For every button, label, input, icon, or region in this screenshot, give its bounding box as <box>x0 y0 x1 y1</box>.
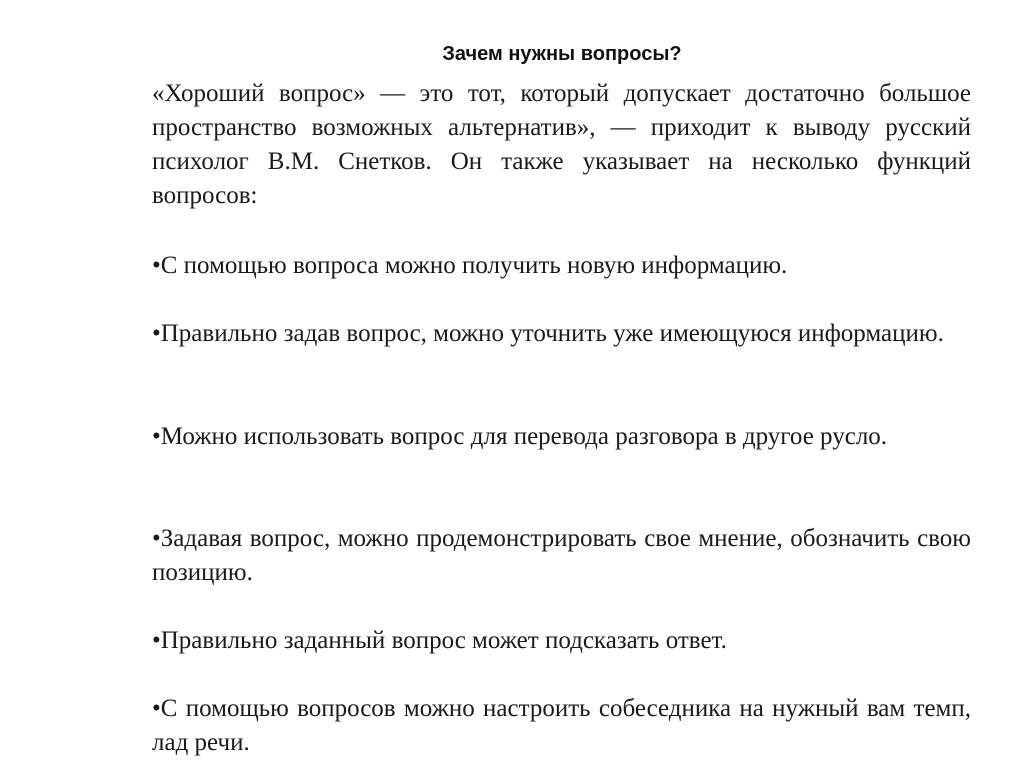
bullet-item: •Правильно заданный вопрос может подсказать ответ. <box>152 627 727 654</box>
bullet-item: •Правильно задав вопрос, можно уточнить уже имеющуюся информацию. <box>152 320 944 347</box>
intro-paragraph: «Хороший вопрос» — это тот, который допускает достаточно большое пространство возможных альтернатив», — приходит к выводу русский психолог В.М. Снетков. Он также указывает на несколько функций вопросов: <box>152 80 971 209</box>
bullet-item: •С помощью вопроса можно получить новую информацию. <box>152 252 788 279</box>
bullet-item: •С помощью вопросов можно настроить собеседника на нужный вам темп, лад речи. <box>152 695 971 756</box>
bullet-item: •Можно использовать вопрос для перевода разговора в другое русло. <box>152 423 888 450</box>
slide-title: Зачем нужны вопросы? <box>442 43 682 65</box>
bullet-item: •Задавая вопрос, можно продемонстрировать свое мнение, обозначить свою позицию. <box>152 525 971 586</box>
